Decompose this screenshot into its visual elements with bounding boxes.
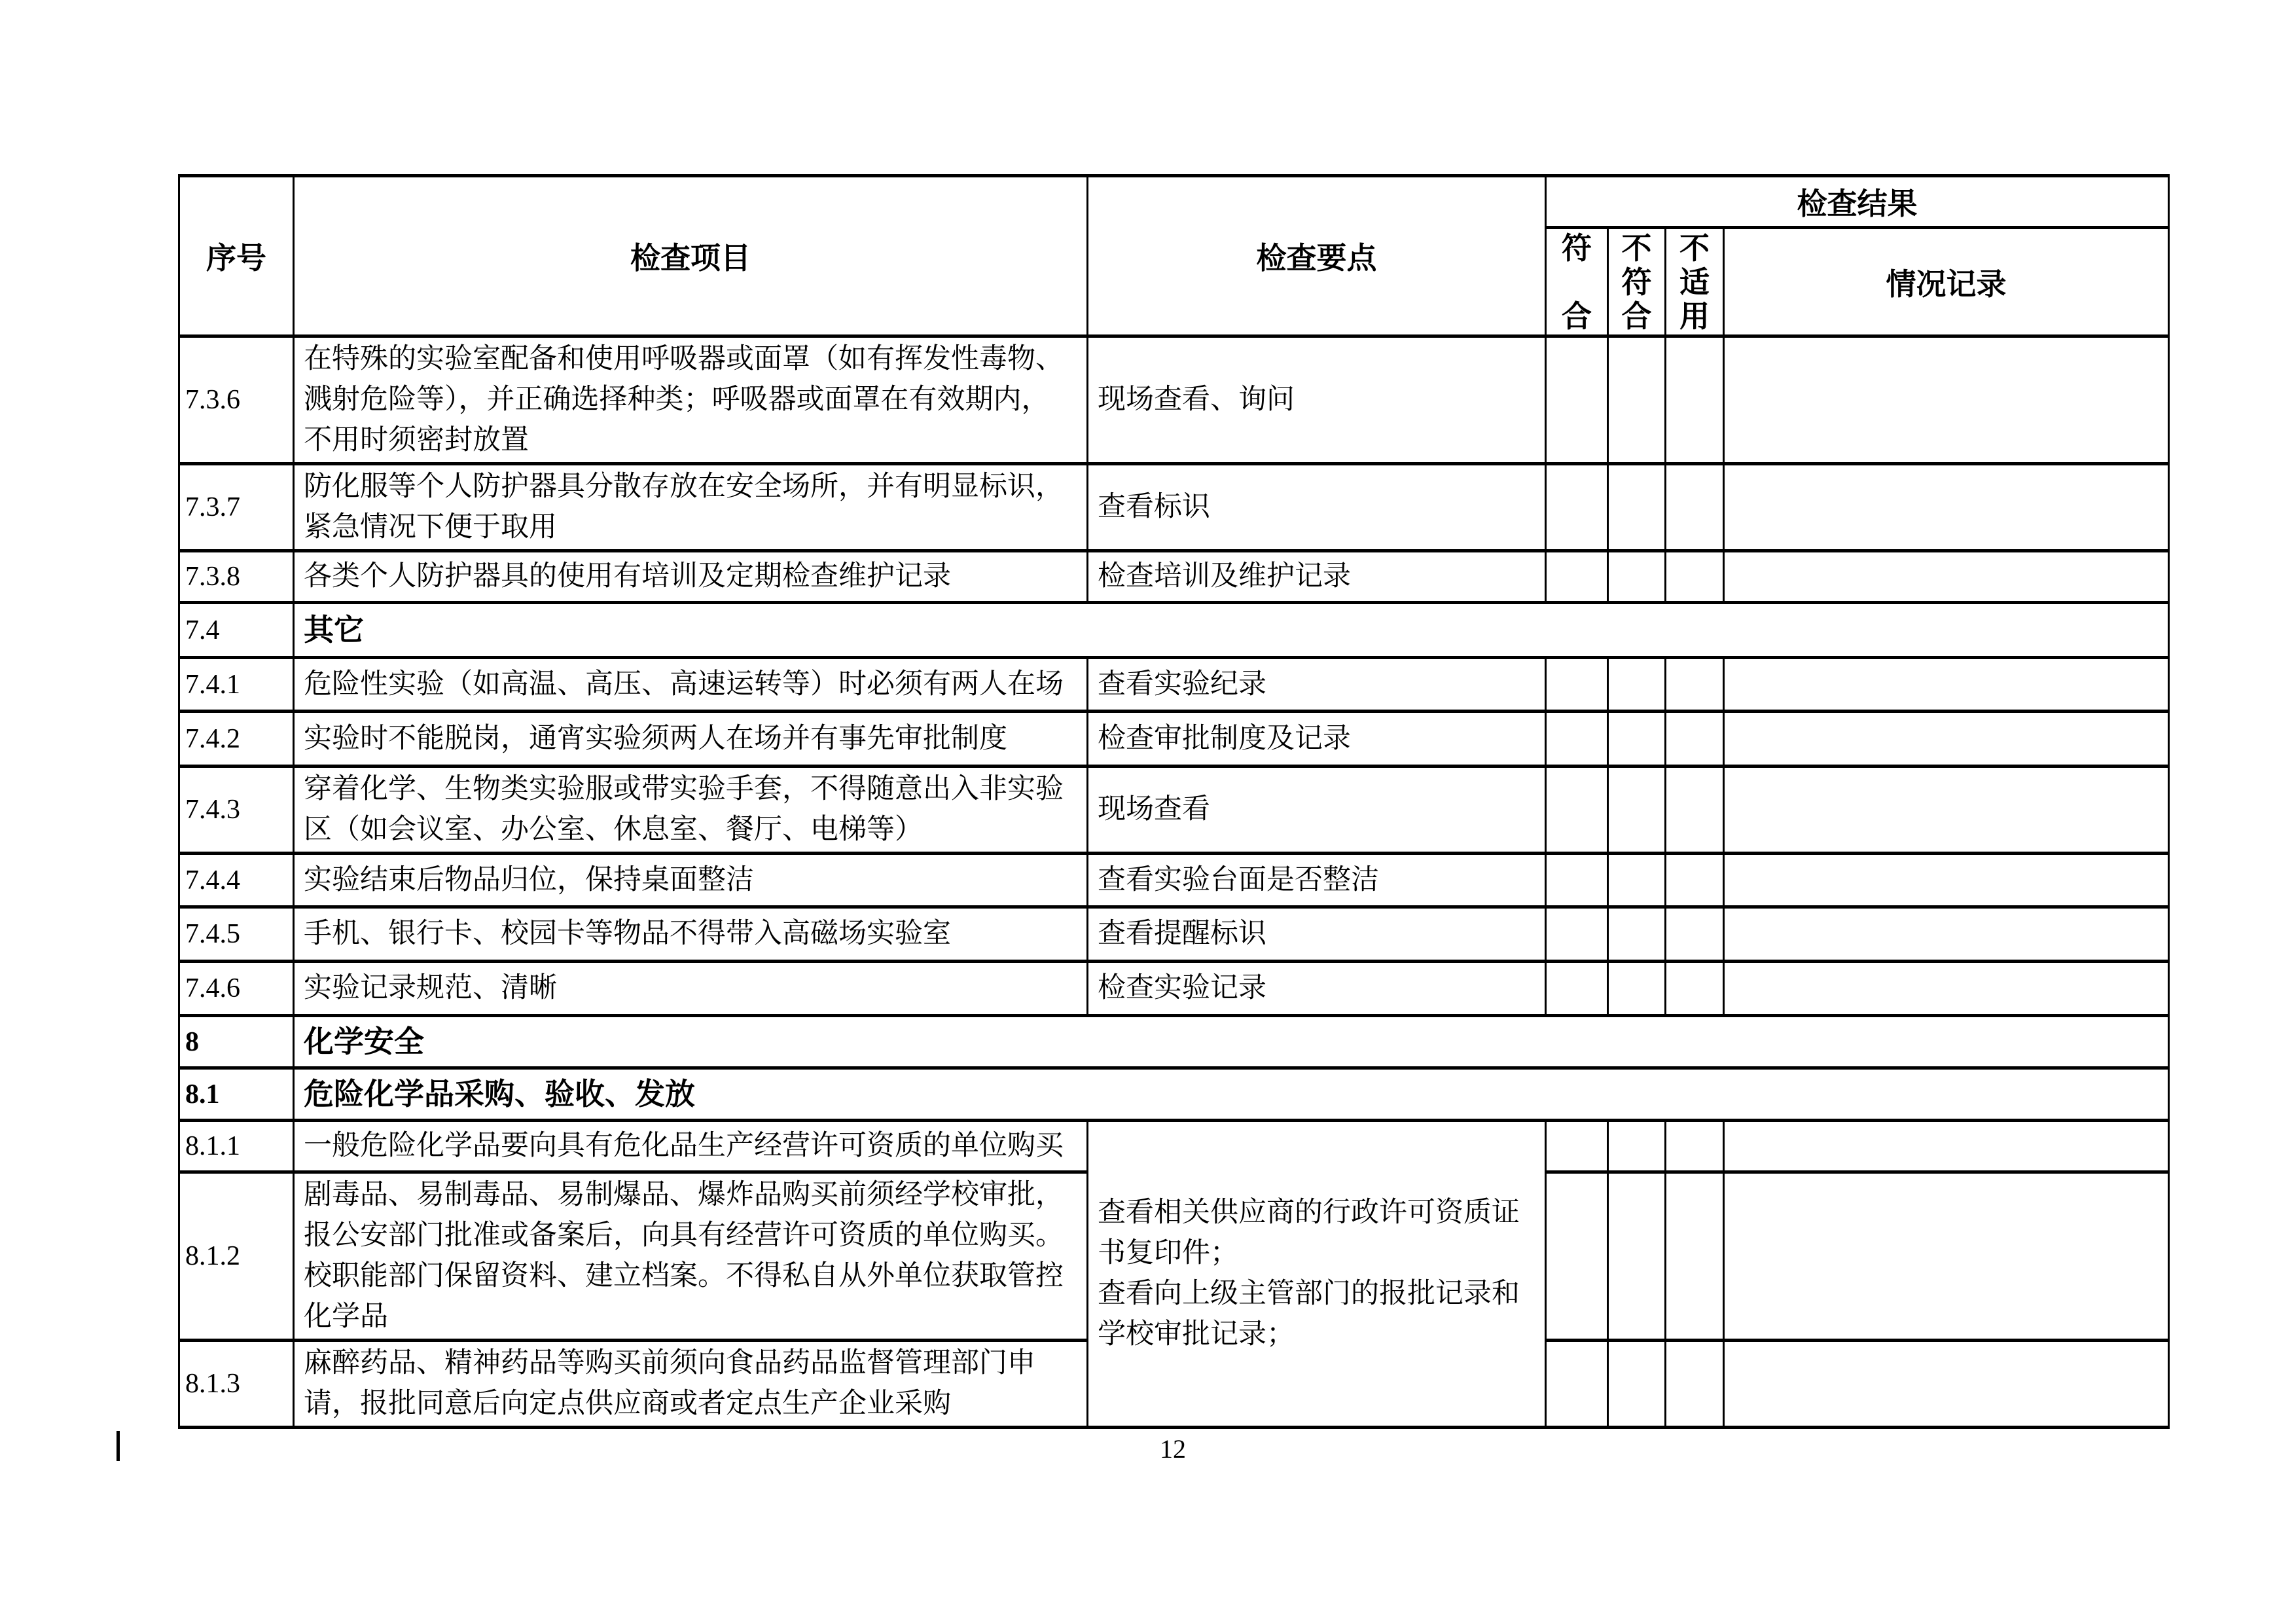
cell-result-record <box>1724 1341 2169 1428</box>
cell-result-not-applicable <box>1666 551 1724 603</box>
cell-seq: 8.1.1 <box>179 1121 294 1172</box>
cell-item: 危险性实验（如高温、高压、高速运转等）时必须有两人在场 <box>294 658 1088 712</box>
cell-result-record <box>1724 767 2169 854</box>
cell-result-record <box>1724 1172 2169 1341</box>
cell-result-record <box>1724 551 2169 603</box>
cell-result-nonconform <box>1608 336 1666 464</box>
cell-result-nonconform <box>1608 658 1666 712</box>
cell-seq: 7.3.8 <box>179 551 294 603</box>
cell-result-nonconform <box>1608 962 1666 1016</box>
header-row-1 <box>179 176 2169 228</box>
col-header-conform: 符 合 <box>1546 228 1608 336</box>
cell-result-record <box>1724 907 2169 962</box>
cell-section-title: 化学安全 <box>294 1016 2169 1068</box>
key-point-line-1: 查看相关供应商的行政许可资质证书复印件； <box>1098 1197 1520 1269</box>
cell-item: 实验记录规范、清晰 <box>294 962 1088 1016</box>
cell-item: 穿着化学、生物类实验服或带实验手套，不得随意出入非实验区（如会议室、办公室、休息室、餐厅、电梯等） <box>294 767 1088 854</box>
cell-item: 实验时不能脱岗，通宵实验须两人在场并有事先审批制度 <box>294 712 1088 767</box>
cell-result-nonconform <box>1608 767 1666 854</box>
page-number: 12 <box>1160 1434 1186 1464</box>
cell-key-point: 查看实验纪录 <box>1088 658 1546 712</box>
col-header-seq: 序号 <box>179 176 294 336</box>
table-row-7-4-5 <box>179 907 2169 962</box>
col-header-nonconform: 不 符 合 <box>1608 228 1666 336</box>
cell-result-conform <box>1546 1341 1608 1428</box>
cell-result-not-applicable <box>1666 1341 1724 1428</box>
cell-result-nonconform <box>1608 1341 1666 1428</box>
cell-result-nonconform <box>1608 712 1666 767</box>
cell-result-nonconform <box>1608 551 1666 603</box>
table-row-8-1-1 <box>179 1121 2169 1172</box>
cell-result-not-applicable <box>1666 907 1724 962</box>
cell-section-title: 危险化学品采购、验收、发放 <box>294 1068 2169 1121</box>
cell-result-conform <box>1546 854 1608 907</box>
cell-item: 麻醉药品、精神药品等购买前须向食品药品监督管理部门申请，报批同意后向定点供应商或者定点生产企业采购 <box>294 1341 1088 1428</box>
cell-result-conform <box>1546 464 1608 551</box>
cell-result-conform <box>1546 907 1608 962</box>
cell-seq: 7.3.7 <box>179 464 294 551</box>
cell-seq: 7.4.6 <box>179 962 294 1016</box>
cell-result-not-applicable <box>1666 1121 1724 1172</box>
cell-result-not-applicable <box>1666 658 1724 712</box>
cell-key-point: 检查培训及维护记录 <box>1088 551 1546 603</box>
cell-seq: 8.1 <box>179 1068 294 1121</box>
cell-result-nonconform <box>1608 1121 1666 1172</box>
section-row-8 <box>179 1016 2169 1068</box>
cell-result-nonconform <box>1608 464 1666 551</box>
cell-item: 一般危险化学品要向具有危化品生产经营许可资质的单位购买 <box>294 1121 1088 1172</box>
col-header-item: 检查项目 <box>294 176 1088 336</box>
cell-key-point: 查看实验台面是否整洁 <box>1088 854 1546 907</box>
cell-key-point: 现场查看、询问 <box>1088 336 1546 464</box>
cell-item: 手机、银行卡、校园卡等物品不得带入高磁场实验室 <box>294 907 1088 962</box>
cell-result-conform <box>1546 336 1608 464</box>
cell-item: 实验结束后物品归位，保持桌面整洁 <box>294 854 1088 907</box>
cell-seq: 8.1.2 <box>179 1172 294 1341</box>
cell-result-record <box>1724 658 2169 712</box>
cell-result-record <box>1724 1121 2169 1172</box>
cell-item: 防化服等个人防护器具分散存放在安全场所，并有明显标识，紧急情况下便于取用 <box>294 464 1088 551</box>
inspection-table <box>178 174 2170 1429</box>
table-row-7-4-6 <box>179 962 2169 1016</box>
cell-result-not-applicable <box>1666 767 1724 854</box>
cell-result-record <box>1724 962 2169 1016</box>
cell-seq: 7.4 <box>179 603 294 658</box>
cell-section-title: 其它 <box>294 603 2169 658</box>
cell-item: 各类个人防护器具的使用有培训及定期检查维护记录 <box>294 551 1088 603</box>
cell-result-conform <box>1546 962 1608 1016</box>
cell-seq: 7.4.2 <box>179 712 294 767</box>
cell-result-not-applicable <box>1666 336 1724 464</box>
key-point-line-2: 查看向上级主管部门的报批记录和学校审批记录； <box>1098 1278 1520 1350</box>
col-header-result-group: 检查结果 <box>1546 176 2169 228</box>
cell-result-nonconform <box>1608 907 1666 962</box>
table-row-7-3-6 <box>179 336 2169 464</box>
cell-seq: 8.1.3 <box>179 1341 294 1428</box>
cell-key-point: 现场查看 <box>1088 767 1546 854</box>
col-header-record: 情况记录 <box>1724 228 2169 336</box>
table-row-7-3-8 <box>179 551 2169 603</box>
col-header-not-applicable: 不 适 用 <box>1666 228 1724 336</box>
cell-key-point-merged <box>1088 1121 1546 1428</box>
cell-item: 在特殊的实验室配备和使用呼吸器或面罩（如有挥发性毒物、溅射危险等），并正确选择种类；呼吸器或面罩在有效期内，不用时须密封放置 <box>294 336 1088 464</box>
col-header-key-points: 检查要点 <box>1088 176 1546 336</box>
cell-seq: 7.4.3 <box>179 767 294 854</box>
cell-result-record <box>1724 854 2169 907</box>
table-row-7-4-2 <box>179 712 2169 767</box>
revision-change-bar <box>117 1431 120 1461</box>
table-row-7-4-1 <box>179 658 2169 712</box>
cell-result-conform <box>1546 1121 1608 1172</box>
cell-result-conform <box>1546 712 1608 767</box>
cell-result-record <box>1724 464 2169 551</box>
cell-result-not-applicable <box>1666 464 1724 551</box>
cell-key-point: 查看标识 <box>1088 464 1546 551</box>
section-row-8-1 <box>179 1068 2169 1121</box>
section-row-7-4 <box>179 603 2169 658</box>
cell-result-record <box>1724 336 2169 464</box>
cell-seq: 7.4.1 <box>179 658 294 712</box>
cell-result-not-applicable <box>1666 962 1724 1016</box>
table-row-7-4-4 <box>179 854 2169 907</box>
cell-key-point: 检查审批制度及记录 <box>1088 712 1546 767</box>
cell-seq: 8 <box>179 1016 294 1068</box>
cell-result-record <box>1724 712 2169 767</box>
cell-result-nonconform <box>1608 1172 1666 1341</box>
cell-result-conform <box>1546 767 1608 854</box>
cell-result-nonconform <box>1608 854 1666 907</box>
cell-result-conform <box>1546 658 1608 712</box>
cell-result-not-applicable <box>1666 854 1724 907</box>
table-row-7-3-7 <box>179 464 2169 551</box>
cell-result-not-applicable <box>1666 1172 1724 1341</box>
cell-key-point: 查看提醒标识 <box>1088 907 1546 962</box>
cell-seq: 7.4.4 <box>179 854 294 907</box>
table-row-7-4-3 <box>179 767 2169 854</box>
cell-key-point: 检查实验记录 <box>1088 962 1546 1016</box>
cell-result-not-applicable <box>1666 712 1724 767</box>
cell-result-conform <box>1546 1172 1608 1341</box>
cell-result-conform <box>1546 551 1608 603</box>
cell-seq: 7.3.6 <box>179 336 294 464</box>
cell-item: 剧毒品、易制毒品、易制爆品、爆炸品购买前须经学校审批，报公安部门批准或备案后，向具有经营许可资质的单位购买。校职能部门保留资料、建立档案。不得私自从外单位获取管控化学品 <box>294 1172 1088 1341</box>
cell-seq: 7.4.5 <box>179 907 294 962</box>
